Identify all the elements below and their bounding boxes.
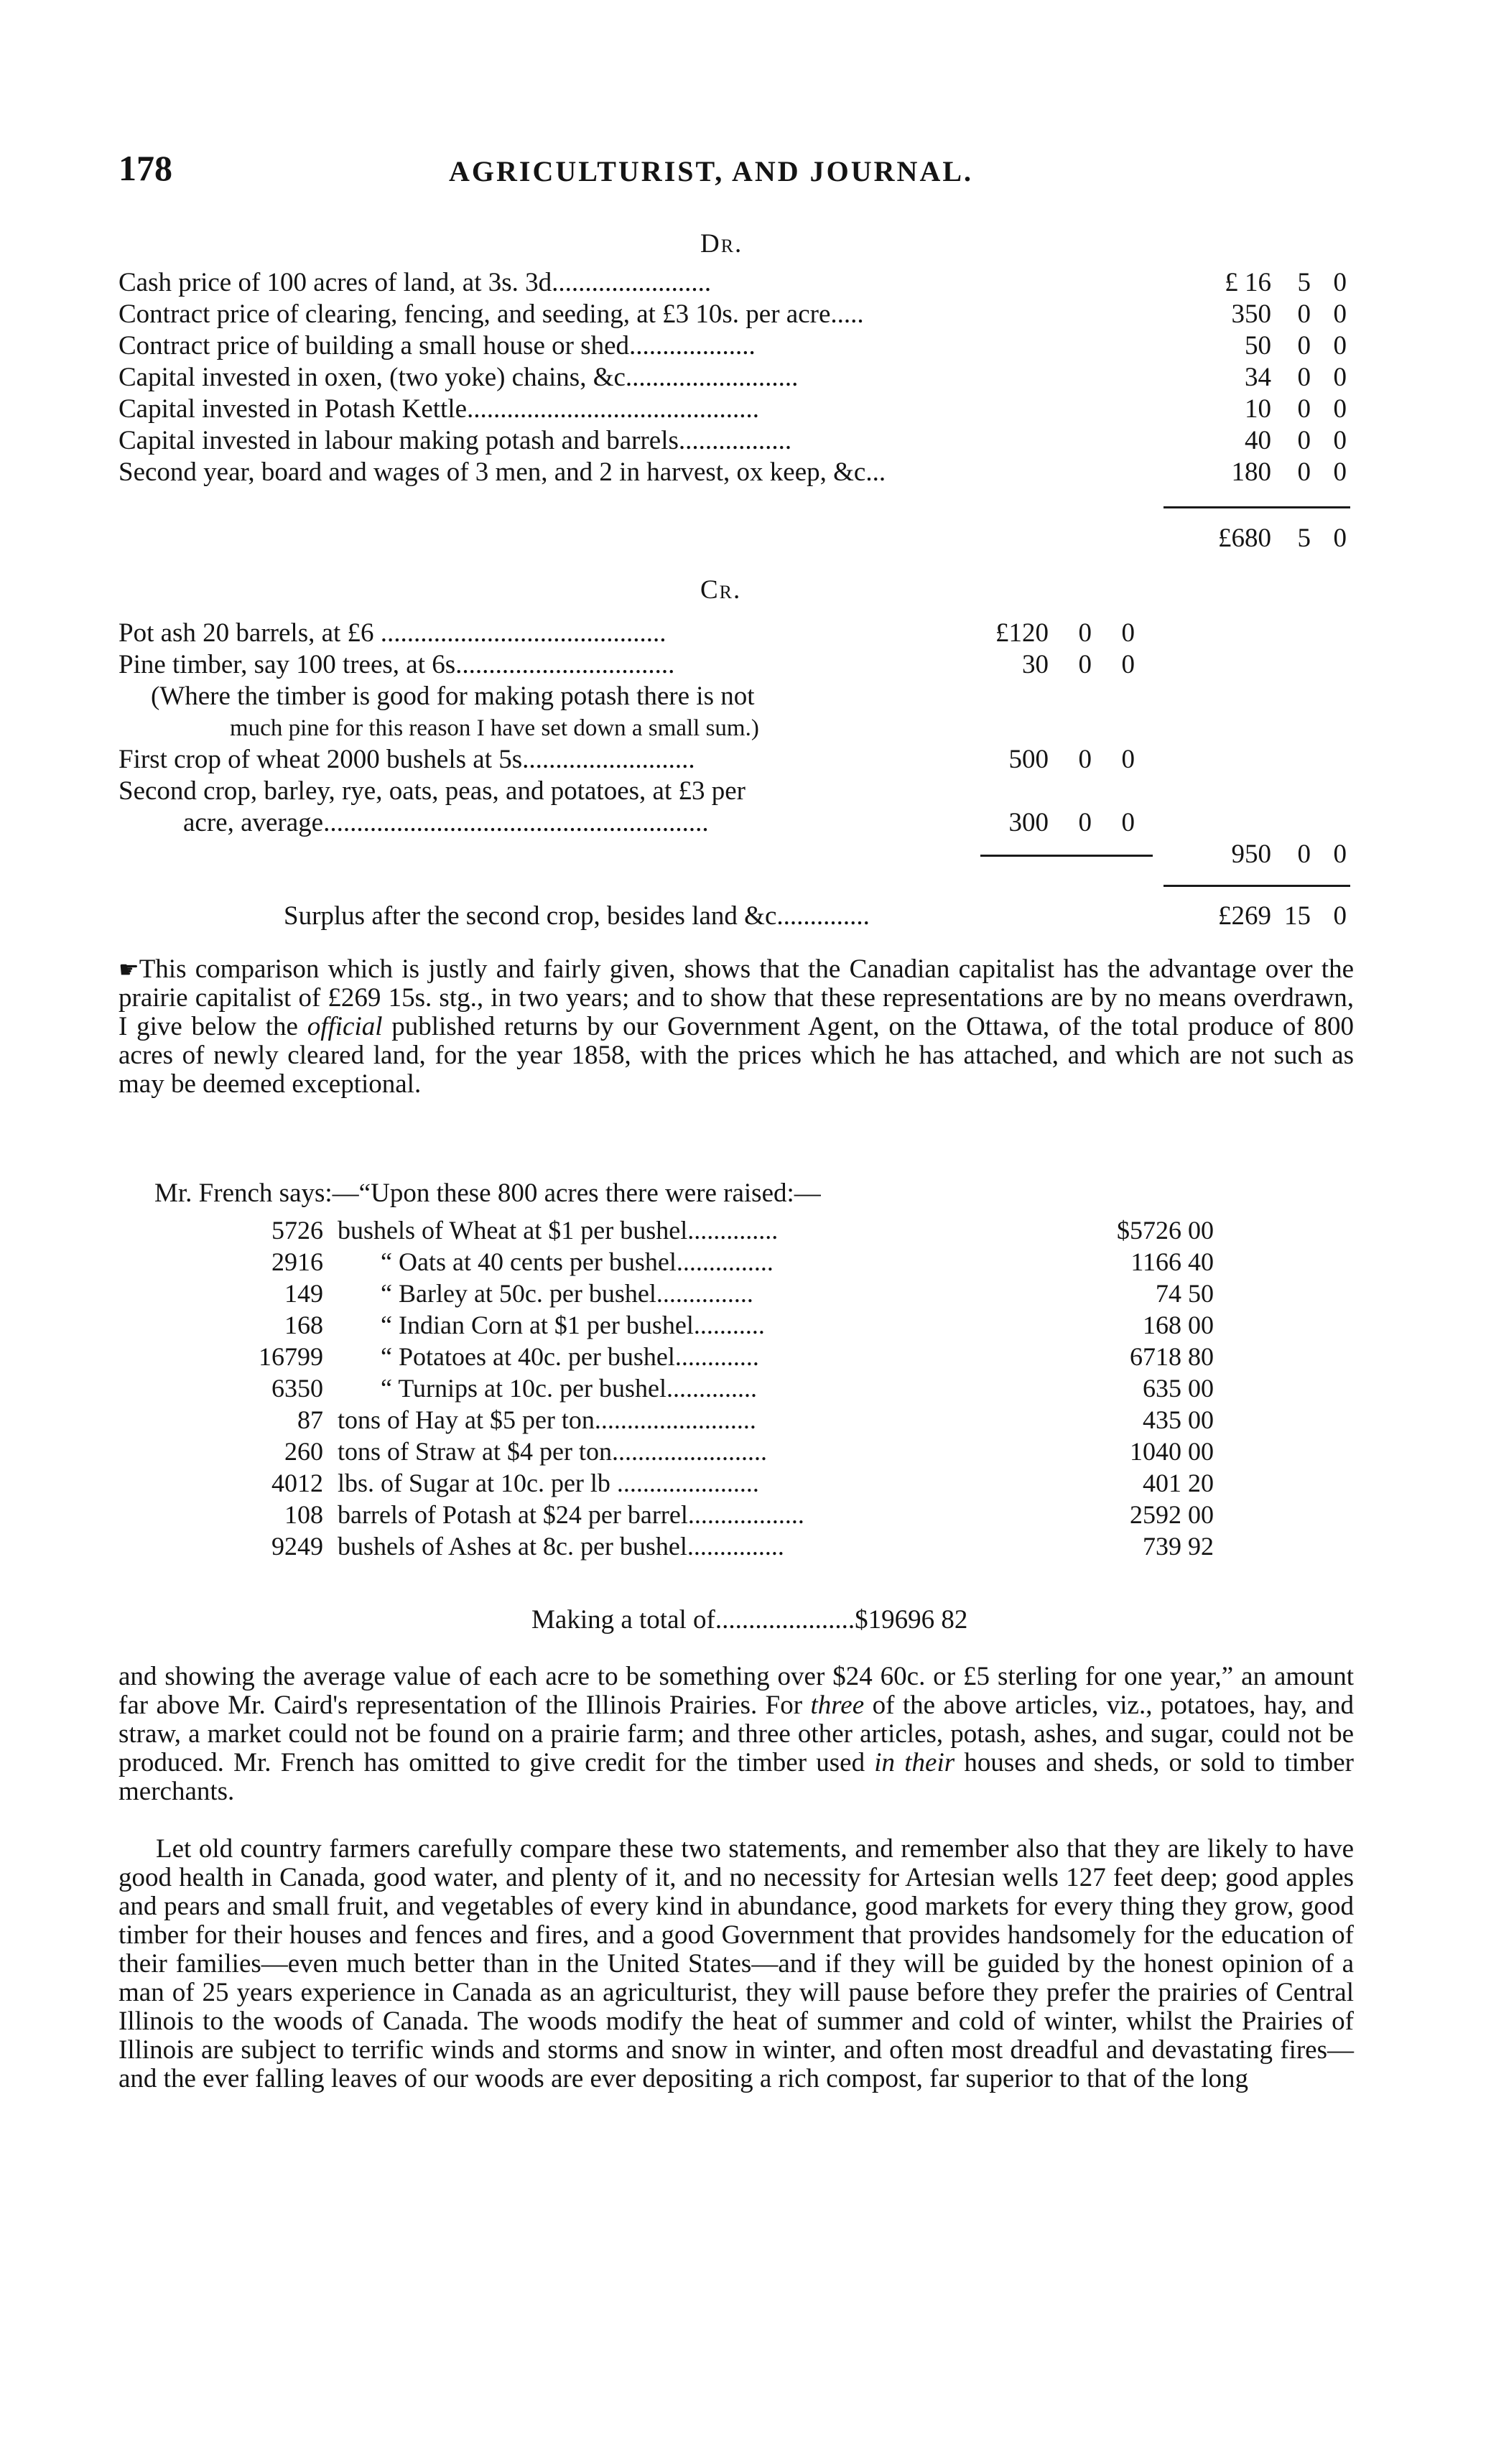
- produce-value: 635 00: [1143, 1374, 1214, 1403]
- debit-row: Second year, board and wages of 3 men, and 2 in harvest, ox keep, &c...: [119, 457, 886, 487]
- produce-value: 6718 80: [1130, 1342, 1214, 1371]
- debit-row: Cash price of 100 acres of land, at 3s. 3d........................: [119, 268, 712, 297]
- credit-pence: 0: [1121, 808, 1135, 837]
- surplus-pence: 0: [1333, 901, 1347, 931]
- produce-desc: “ Oats at 40 cents per bushel...............: [381, 1247, 774, 1276]
- debit-shillings: 0: [1297, 394, 1311, 424]
- produce-value: 2592 00: [1130, 1500, 1214, 1529]
- produce-qty: 260: [284, 1437, 323, 1466]
- produce-desc: “ Turnips at 10c. per bushel..............: [381, 1374, 757, 1403]
- produce-desc: “ Indian Corn at $1 per bushel...........: [381, 1311, 765, 1339]
- produce-row: [0, 1310, 1491, 1342]
- credit-row: acre, average..........................................................: [183, 808, 709, 837]
- debit-row: Capital invested in labour making potash and barrels.................: [119, 426, 792, 455]
- surplus-rule: [1163, 885, 1350, 887]
- credit-pence: 0: [1121, 650, 1135, 679]
- produce-desc: barrels of Potash at $24 per barrel..................: [338, 1500, 804, 1529]
- debit-pence: 0: [1333, 426, 1347, 455]
- credit-row: Pot ash 20 barrels, at £6 ...........................................: [119, 618, 666, 648]
- debit-row: Contract price of clearing, fencing, and seeding, at £3 10s. per acre.....: [119, 299, 864, 329]
- produce-qty: 6350: [271, 1374, 323, 1403]
- surplus-shillings: 15: [1284, 901, 1311, 931]
- debit-pounds: £ 16: [1225, 268, 1271, 297]
- produce-row: [0, 1468, 1491, 1500]
- debit-pounds: 50: [1245, 331, 1271, 361]
- debit-total-pounds: £680: [1218, 524, 1271, 553]
- produce-total: Making a total of.....................$19696 82: [531, 1605, 968, 1635]
- debit-total-pence: 0: [1333, 524, 1347, 553]
- debit-pounds: 10: [1245, 394, 1271, 424]
- produce-value: 1040 00: [1130, 1437, 1214, 1466]
- debit-row: Contract price of building a small house or shed...................: [119, 331, 756, 361]
- credit-pence: 0: [1121, 618, 1135, 648]
- produce-value: 1166 40: [1130, 1247, 1214, 1276]
- produce-value: 74 50: [1156, 1279, 1214, 1308]
- credit-total-pounds: 950: [1231, 840, 1271, 869]
- comparison-paragraph: ☛This comparison which is justly and fairly given, shows that the Canadian capitalist has the advantage over the prairie capitalist of £269 15s. stg., in two years; and to show that these representations are by no means overdrawn, I give below the official published returns by our Government Agent, on the Ottawa, of the total produce of 800 acres of newly cleared land, for the year 1858, with the prices which he has attached, and which are not such as may be deemed exceptional.: [119, 954, 1354, 1099]
- debit-shillings: 0: [1297, 331, 1311, 361]
- credit-shillings: 0: [1078, 618, 1092, 648]
- french-intro: Mr. French says:—“Upon these 800 acres there were raised:—: [154, 1178, 821, 1208]
- running-head: [119, 147, 1358, 190]
- produce-row: [0, 1247, 1491, 1278]
- produce-row: [0, 1531, 1491, 1563]
- debit-pounds: 34: [1245, 363, 1271, 392]
- credit-shillings: 0: [1078, 650, 1092, 679]
- produce-qty: 4012: [271, 1469, 323, 1497]
- produce-value: 401 20: [1143, 1469, 1214, 1497]
- produce-row: [0, 1278, 1491, 1310]
- surplus-pounds: £269: [1218, 901, 1271, 931]
- produce-row: [0, 1215, 1491, 1247]
- credit-row: Second crop, barley, rye, oats, peas, and potatoes, at £3 per: [119, 776, 746, 806]
- debit-total-shillings: 5: [1297, 524, 1311, 553]
- debit-row: Capital invested in oxen, (two yoke) chains, &c..........................: [119, 363, 799, 392]
- credit-row: First crop of wheat 2000 bushels at 5s..........................: [119, 745, 695, 774]
- produce-qty: 149: [284, 1279, 323, 1308]
- produce-qty: 16799: [259, 1342, 323, 1371]
- produce-qty: 9249: [271, 1532, 323, 1561]
- credit-pence: 0: [1121, 745, 1135, 774]
- produce-qty: 168: [284, 1311, 323, 1339]
- produce-desc: “ Potatoes at 40c. per bushel.............: [381, 1342, 759, 1371]
- credit-total-shillings: 0: [1297, 840, 1311, 869]
- produce-value: $5726 00: [1117, 1216, 1214, 1245]
- debit-pence: 0: [1333, 331, 1347, 361]
- debit-row: Capital invested in Potash Kettle............................................: [119, 394, 760, 424]
- produce-qty: 108: [284, 1500, 323, 1529]
- hand-pointer-icon: ☛: [119, 957, 139, 982]
- credit-pounds: £120: [995, 618, 1049, 648]
- debit-heading: Dr.: [700, 229, 743, 259]
- produce-value: 435 00: [1143, 1405, 1214, 1434]
- debit-pence: 0: [1333, 457, 1347, 487]
- credit-shillings: 0: [1078, 745, 1092, 774]
- debit-pence: 0: [1333, 394, 1347, 424]
- produce-qty: 5726: [271, 1216, 323, 1245]
- produce-desc: bushels of Ashes at 8c. per bushel...............: [338, 1532, 784, 1561]
- credit-note: much pine for this reason I have set down a small sum.): [230, 715, 759, 741]
- credit-heading: Cr.: [700, 575, 742, 605]
- average-value-paragraph: and showing the average value of each acre to be something over $24 60c. or £5 sterling for one year,” an amount far above Mr. Caird's representation of the Illinois Prairies. For three of the above articles, viz., potatoes, hay, and straw, a market could not be found on a prairie farm; and three other articles, potash, ashes, and sugar, could not be produced. Mr. French has omitted to give credit for the timber used in their houses and sheds, or sold to timber merchants.: [119, 1662, 1354, 1806]
- credit-pounds: 500: [1008, 745, 1049, 774]
- produce-row: [0, 1373, 1491, 1405]
- credit-total-pence: 0: [1333, 840, 1347, 869]
- debit-shillings: 0: [1297, 426, 1311, 455]
- debit-pence: 0: [1333, 268, 1347, 297]
- credit-shillings: 0: [1078, 808, 1092, 837]
- produce-desc: tons of Hay at $5 per ton.........................: [338, 1405, 756, 1434]
- credit-pounds: 300: [1008, 808, 1049, 837]
- produce-desc: tons of Straw at $4 per ton........................: [338, 1437, 767, 1466]
- debit-pence: 0: [1333, 299, 1347, 329]
- debit-shillings: 0: [1297, 299, 1311, 329]
- surplus-line: Surplus after the second crop, besides land &c..............: [284, 901, 870, 931]
- credit-pounds: 30: [1022, 650, 1049, 679]
- debit-pounds: 350: [1231, 299, 1271, 329]
- produce-qty: 87: [297, 1405, 323, 1434]
- page-number: 178: [119, 148, 172, 188]
- produce-desc: “ Barley at 50c. per bushel...............: [381, 1279, 753, 1308]
- advice-paragraph: Let old country farmers carefully compare these two statements, and remember also that they are likely to have good health in Canada, good water, and plenty of it, and no necessity for Artesian wells 127 feet deep; good apples and pears and small fruit, and vegetables of every kind in abundance, good markets for every thing they grow, good timber for their houses and fences and fires, and a good Government that provides handsomely for the education of their families—even much better than in the United States—and if they will be guided by the honest opinion of a man of 25 years experience in Canada as an agriculturist, they will pause before they prefer the prairies of Central Illinois to the woods of Canada. The woods modify the heat of summer and cold of winter, whilst the Prairies of Illinois are subject to terrific winds and storms and snow in winter, and often most dreadful and devastating fires—and the ever falling leaves of our woods are ever depositing a rich compost, far superior to that of the long: [119, 1834, 1354, 2093]
- debit-pence: 0: [1333, 363, 1347, 392]
- credit-row: Pine timber, say 100 trees, at 6s.................................: [119, 650, 675, 679]
- produce-row: [0, 1342, 1491, 1373]
- debit-pounds: 180: [1231, 457, 1271, 487]
- debit-shillings: 5: [1297, 268, 1311, 297]
- debit-total-rule: [1163, 506, 1350, 508]
- produce-value: 168 00: [1143, 1311, 1214, 1339]
- credit-subtotal-rule: [980, 855, 1153, 857]
- produce-row: [0, 1405, 1491, 1436]
- debit-shillings: 0: [1297, 363, 1311, 392]
- produce-desc: lbs. of Sugar at 10c. per lb ......................: [338, 1469, 759, 1497]
- debit-shillings: 0: [1297, 457, 1311, 487]
- credit-note: (Where the timber is good for making potash there is not: [151, 682, 755, 711]
- running-title: AGRICULTURIST, AND JOURNAL.: [449, 155, 974, 187]
- produce-desc: bushels of Wheat at $1 per bushel..............: [338, 1216, 779, 1245]
- produce-qty: 2916: [271, 1247, 323, 1276]
- produce-row: [0, 1500, 1491, 1531]
- produce-row: [0, 1436, 1491, 1468]
- debit-pounds: 40: [1245, 426, 1271, 455]
- produce-value: 739 92: [1143, 1532, 1214, 1561]
